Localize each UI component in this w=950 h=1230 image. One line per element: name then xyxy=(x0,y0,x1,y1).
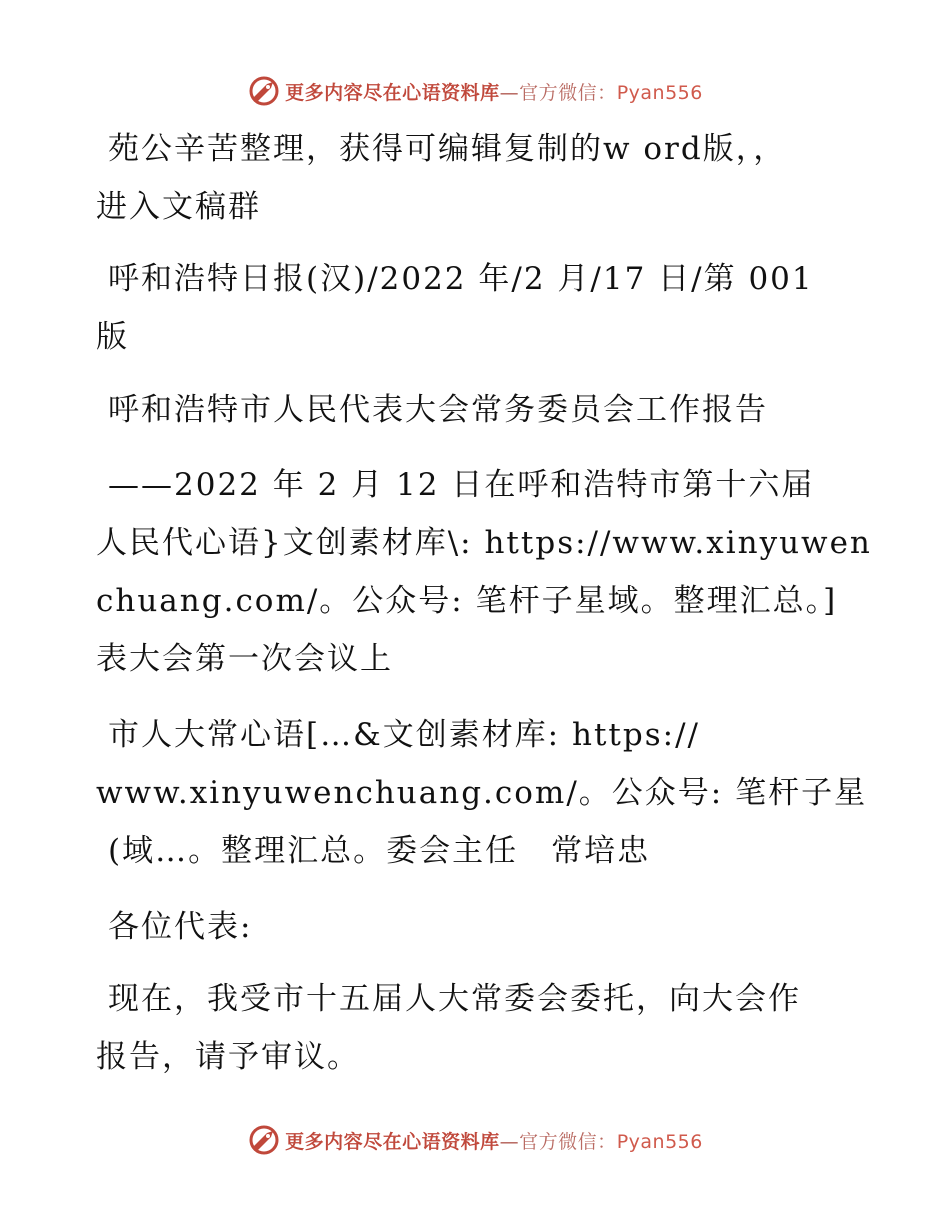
paragraph-intro xyxy=(96,120,876,236)
watermark-separator: — xyxy=(499,1130,520,1153)
watermark-main: 更多内容尽在心语资料库 xyxy=(285,1130,500,1153)
paragraph-subtitle xyxy=(96,456,876,688)
text-line: 报告，请予审议。 xyxy=(96,1039,360,1075)
text-line: 人民代心语}文创素材库\: https://www.xinyuwen xyxy=(96,525,872,561)
text-line: 呼和浩特日报(汉)/2022 年/2 月/17 日/第 001 xyxy=(108,261,814,297)
watermark-main: 更多内容尽在心语资料库 xyxy=(285,81,500,104)
pen-nib-circle-icon xyxy=(247,1123,281,1157)
text-line: 各位代表: xyxy=(108,909,253,945)
text-line: 进入文稿群 xyxy=(96,189,261,225)
watermark-text xyxy=(285,1127,703,1154)
header-watermark xyxy=(0,71,950,111)
watermark-wechat-label: 官方微信： xyxy=(519,81,617,104)
footer-watermark xyxy=(0,1120,950,1160)
watermark-text xyxy=(285,78,703,105)
watermark-wechat-id: Pyan556 xyxy=(616,81,703,104)
text-line: ——2022 年 2 月 12 日在呼和浩特市第十六届 xyxy=(108,467,815,503)
text-line: 表大会第一次会议上 xyxy=(96,641,393,677)
paragraph-source xyxy=(96,250,876,366)
text-line: 市人大常心语[…&文创素材库: https:// xyxy=(108,717,700,753)
paragraph-author xyxy=(96,706,876,880)
text-line: chuang.com/。公众号: 笔杆子星域。整理汇总。] xyxy=(96,583,838,619)
paragraph-opening xyxy=(96,970,876,1086)
text-line: 苑公辛苦整理，获得可编辑复制的w ord版，， xyxy=(108,131,787,167)
pen-nib-circle-icon xyxy=(247,74,281,108)
text-line: 现在，我受市十五届人大常委会委托，向大会作 xyxy=(108,981,801,1017)
paragraph-salutation xyxy=(96,898,876,956)
watermark-wechat-id: Pyan556 xyxy=(616,1130,703,1153)
document-title: 呼和浩特市人民代表大会常务委员会工作报告 xyxy=(108,392,768,428)
paragraph-title xyxy=(96,381,876,439)
watermark-wechat-label: 官方微信： xyxy=(519,1130,617,1153)
text-line: (域…。整理汇总。委会主任 常培忠 xyxy=(108,833,651,869)
text-line: www.xinyuwenchuang.com/。公众号: 笔杆子星 xyxy=(96,775,868,811)
watermark-separator: — xyxy=(499,81,520,104)
text-line: 版 xyxy=(96,319,129,355)
